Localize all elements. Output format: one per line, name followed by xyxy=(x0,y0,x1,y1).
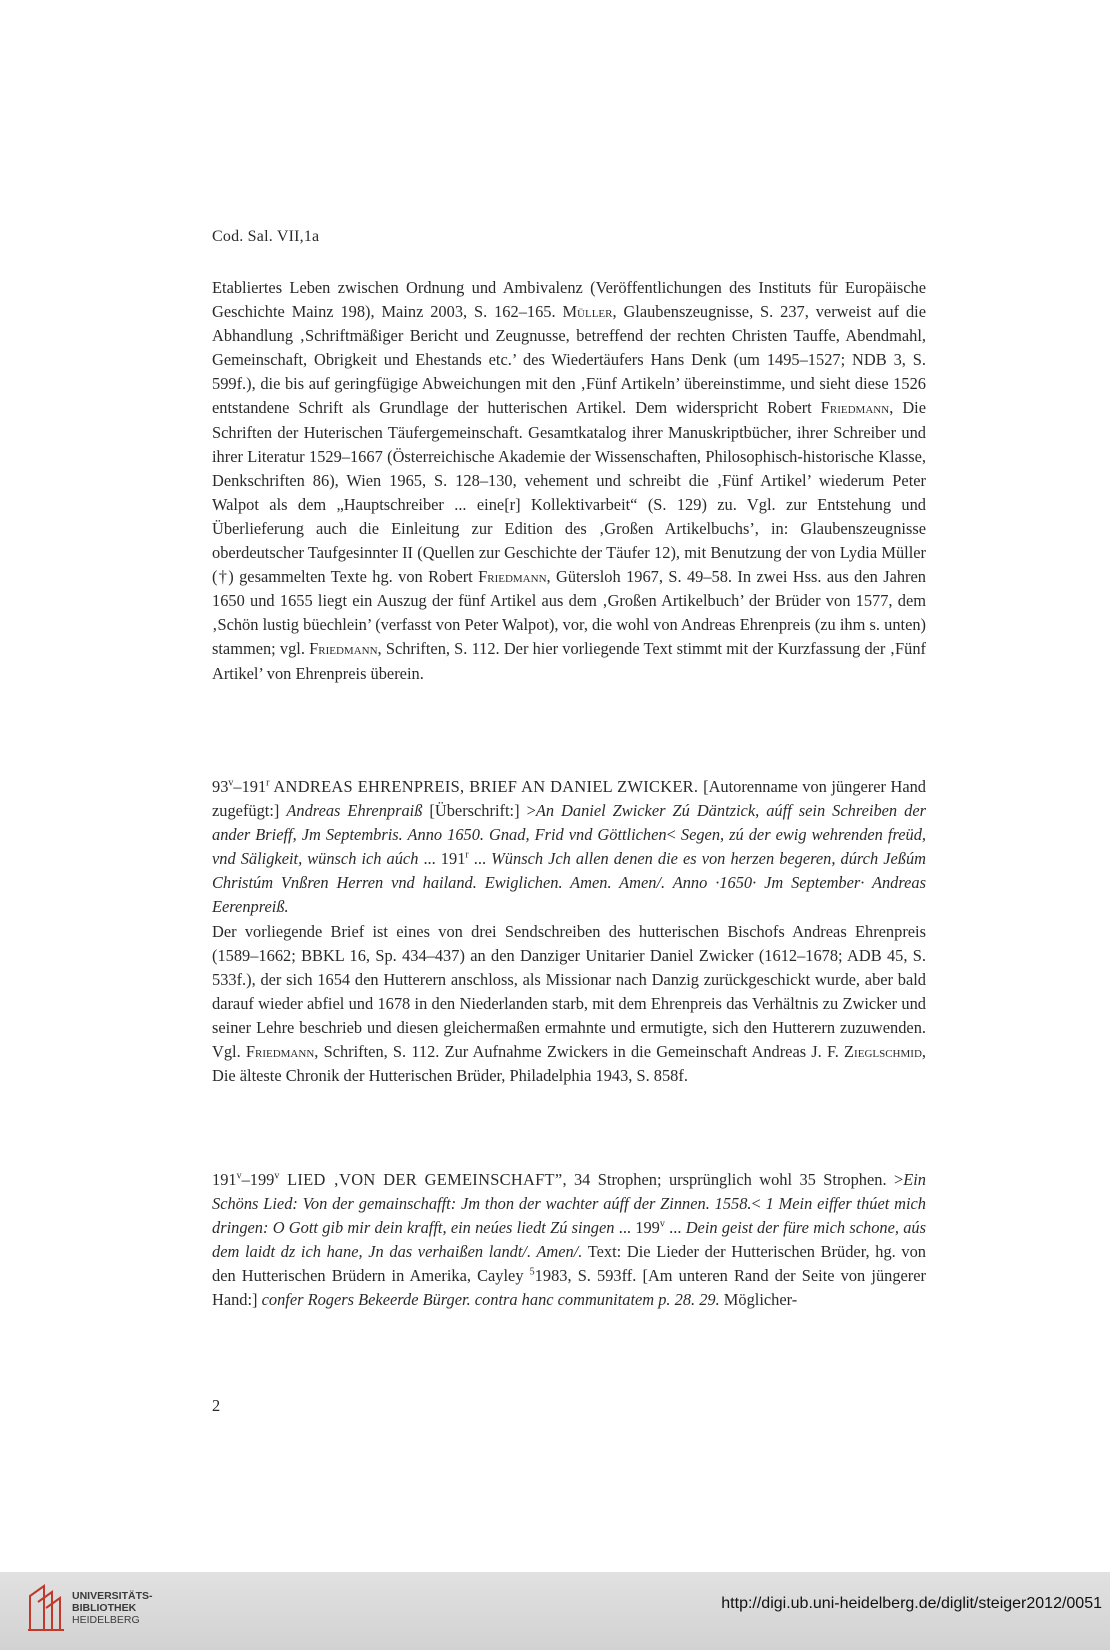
library-name xyxy=(72,1590,153,1626)
text-run: ... 191 xyxy=(418,849,466,869)
footnote-continuation xyxy=(212,276,926,686)
quoted-text: confer Rogers Bekeerde Bürger. contra hanc communitatem p. 28. 29. xyxy=(261,1290,720,1310)
text-run: ... 199 xyxy=(614,1218,660,1238)
entry-commentary xyxy=(212,920,926,1089)
catalog-entry-lied xyxy=(212,1168,926,1313)
quoted-text: Andreas Ehrenpraiß xyxy=(286,801,423,821)
folio-side: v xyxy=(228,777,234,789)
paragraph xyxy=(212,276,926,686)
folio-ref: 191 xyxy=(212,1170,237,1189)
library-logo-icon xyxy=(26,1582,68,1634)
author-name: Friedmann xyxy=(309,639,378,659)
author-name: Zieglschmid xyxy=(844,1042,922,1062)
quoted-text: Wünsch Jch allen denen die es von herzen begeren, dúrch Jeßúm Christúm Vnßren Herren vnd hailand. Ewiglichen. Amen. Amen/. Anno ·1650· Jm September· Andreas Eerenpreiß. xyxy=(212,849,926,917)
catalog-entry-ehrenpreis xyxy=(212,775,926,1088)
entry-heading: LIED ‚VON DER GEMEINSCHAFT” xyxy=(279,1170,563,1189)
text-run: Möglicher- xyxy=(719,1290,798,1310)
text-run: , 34 Strophen; ursprünglich wohl 35 Strophen. > xyxy=(562,1170,904,1189)
text-run: Der vorliegende Brief ist eines von drei Sendschreiben des hutterischen Bischofs Andreas Ehrenpreis (1589–1662; BBKL 16, Sp. 434–437) an den Danziger Unitarier Daniel Zwicker (1612–1678; ADB 45, S. 533f.), der sich 1654 den Hutterern anschloss, als Missionar nach Danzig zurückgeschickt wurde, aber bald darauf wieder abfiel und 1678 in den Niederlanden starb, mit dem Ehrenpreis das Verhältnis zu Zwicker und seiner Lehre beschrieb und diesen gleichermaßen ermahnte und ermutigte, sich den Hutterern zuzuwenden. Vgl. xyxy=(212,921,926,1062)
edition-number: 5 xyxy=(529,1266,535,1278)
text-run: 1983, S. 593ff. [Am unteren Rand der Seite von jüngerer Hand:] xyxy=(212,1266,926,1310)
author-name: Friedmann xyxy=(478,567,547,587)
source-url-link[interactable]: http://digi.ub.uni-heidelberg.de/diglit/steiger2012/0051 xyxy=(721,1595,1102,1612)
quoted-text: Ein Schöns Lied: Von der gemainschafft: Jm thon der wachter aúff der Zinnen. 1558. xyxy=(212,1170,926,1214)
folio-side: r xyxy=(266,777,270,789)
library-name-line: UNIVERSITÄTS- xyxy=(72,1590,153,1602)
text-run: ... xyxy=(468,849,492,869)
folio-side: v xyxy=(274,1170,280,1182)
text-run: , Die älteste Chronik der Hutterischen Brüder, Philadelphia 1943, S. 858f. xyxy=(212,1042,926,1086)
folio-ref: –199 xyxy=(241,1170,275,1189)
text-run: , Glaubenszeugnisse, S. 237, verweist auf die Abhandlung ‚Schriftmäßiger Bericht und Zeugnusse, betreffend der rechten Christen Tauffe, Abendmahl, Gemeinschaft, Obrigkeit und Ehestands etc.’ des Wiedertäufers Hans Denk (um 1495–1527; NDB 3, S. 599f.), die bis auf geringfügige Abweichungen mit den ‚Fünf Artikeln’ übereinstimme, und sieht diese 1526 entstandene Schrift als Grundlage der hutterischen Artikel. Dem widerspricht Robert xyxy=(212,302,926,418)
footer-bar xyxy=(0,1572,1110,1650)
author-name: Friedmann xyxy=(820,398,890,418)
quoted-text: 1 Mein eiffer thúet mich dringen: O Gott gib mir dein krafft, ein neúes liedt Zú singen xyxy=(212,1194,926,1238)
text-run: < xyxy=(666,825,681,845)
text-run: ... xyxy=(664,1218,686,1238)
folio-side: r xyxy=(465,849,469,861)
page-number: 2 xyxy=(212,1396,221,1415)
library-name-line: BIBLIOTHEK xyxy=(72,1602,137,1614)
text-run: , Schriften, S. 112. Der hier vorliegende Text stimmt mit der Kurzfassung der ‚Fünf Artikel’ von Ehrenpreis überein. xyxy=(212,639,926,683)
library-name-line: HEIDELBERG xyxy=(72,1614,140,1626)
author-name: Friedmann xyxy=(245,1042,315,1062)
text-run: Etabliertes Leben zwischen Ordnung und Ambivalenz (Veröffentlichungen des Instituts für Europäische Geschichte Mainz 198), Mainz 2003, S. 162–165. xyxy=(212,278,926,322)
entry-description xyxy=(212,775,926,920)
text-run: [Autorenname von jüngerer Hand zugefügt:] xyxy=(212,777,926,821)
text-run: , Die Schriften der Huterischen Täufergemeinschaft. Gesamtkatalog ihrer Manuskriptbücher, ihrer Schreiber und ihrer Literatur 1529–1667 (Österreichische Akademie der Wissenschaften, Philosophisch-historische Klasse, Denkschriften 86), Wien 1965, S. 128–130, vehement und schreibt die ‚Fünf Artikel’ wiederum Peter Walpot als dem „Hauptschreiber ... eine[r] Kollektivarbeit“ (S. 129) zu. Vgl. zur Entstehung und Überlieferung auch die Einleitung zur Edition des ‚Großen Artikelbuchs’, in: Glaubenszeugnisse oberdeutscher Taufgesinnter II (Quellen zur Geschichte der Täufer 12), mit Benutzung der von Lydia Müller (†) gesammelten Texte hg. von Robert xyxy=(212,398,926,587)
entry-description xyxy=(212,1168,926,1313)
folio-ref: –191 xyxy=(233,777,267,796)
text-run: , Schriften, S. 112. Zur Aufnahme Zwickers in die Gemeinschaft Andreas J. F. xyxy=(314,1042,845,1062)
text-run: [Überschrift:] > xyxy=(422,801,536,821)
text-run: , Gütersloh 1967, S. 49–58. In zwei Hss. aus den Jahren 1650 und 1655 liegt ein Auszug der fünf Artikel aus dem ‚Großen Artikelbuch’ der Brüder von 1577, dem ‚Schön lustig büechlein’ (verfasst von Peter Walpot), vor, die wohl von Andreas Ehrenpreis (zu ihm s. unten) stammen; vgl. xyxy=(212,567,926,659)
text-run: Text: Die Lieder der Hutterischen Brüder, hg. von den Hutterischen Brüdern in Amerika, Cayley xyxy=(212,1242,927,1286)
text-run: < xyxy=(751,1194,766,1214)
entry-heading: ANDREAS EHRENPREIS, BRIEF AN DANIEL ZWICKER. xyxy=(269,777,704,796)
folio-side: v xyxy=(659,1218,665,1230)
quoted-text: An Daniel Zwicker Zú Däntzick, aúff sein Schreiben der ander Brieff, Jm Septembris. Anno 1650. Gnad, Frid vnd Göttlichen xyxy=(212,801,926,845)
folio-ref: 93 xyxy=(212,777,229,796)
folio-side: v xyxy=(236,1170,242,1182)
quoted-text: Dein geist der füre mich schone, aús dem laidt dz ich hane, Jn das verhaißen landt/. Amen/. xyxy=(212,1218,926,1262)
quoted-text: Segen, zú der ewig wehrenden freüd, vnd Säligkeit, wünsch ich aúch xyxy=(212,825,926,869)
running-head: Cod. Sal. VII,1a xyxy=(212,228,320,245)
author-name: Müller xyxy=(562,302,613,322)
